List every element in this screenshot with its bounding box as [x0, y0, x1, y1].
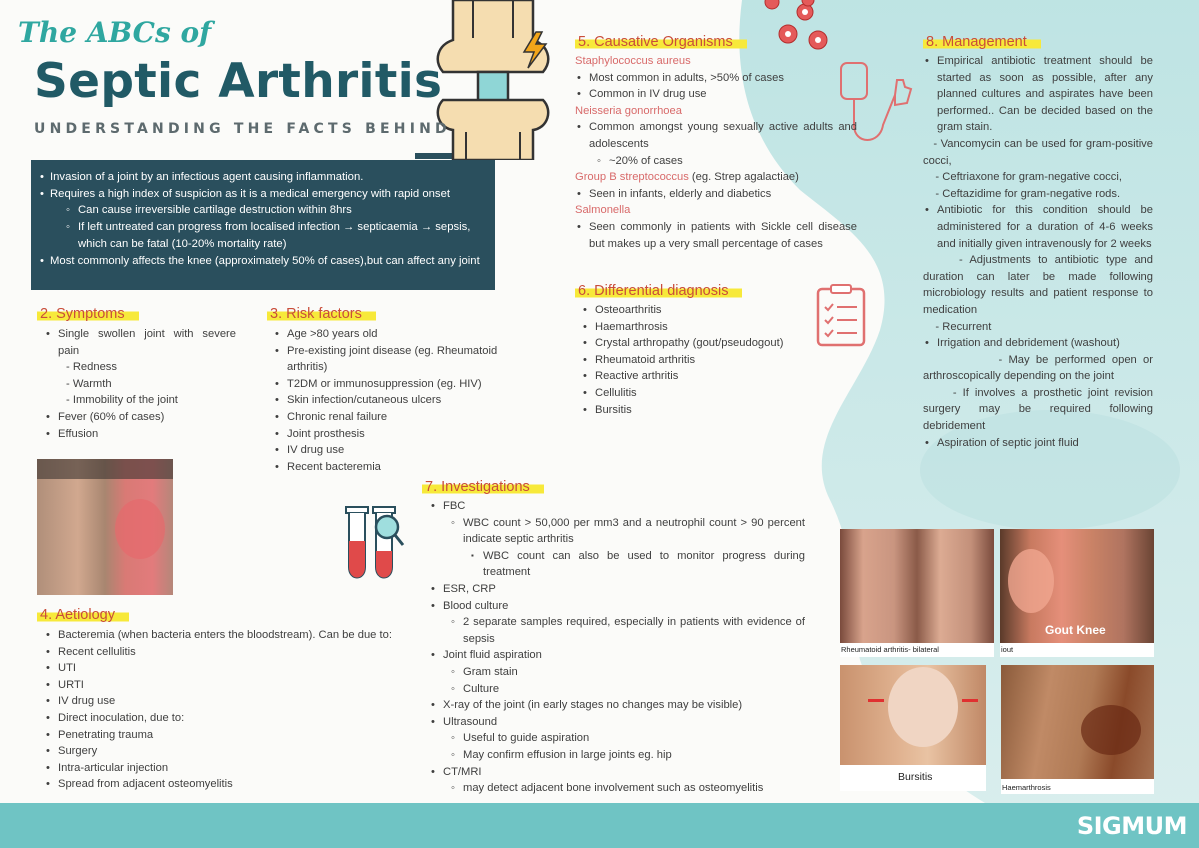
- intro-list: [38, 169, 483, 269]
- bursitis-caption: Bursitis: [898, 771, 933, 783]
- bacteria-icon: [760, 0, 840, 60]
- aetiology-item: • Recent cellulitis: [44, 644, 424, 661]
- risk-item: • IV drug use: [273, 442, 533, 459]
- rheumatoid-photo: [840, 529, 994, 657]
- symptoms-item: - Redness: [66, 361, 117, 374]
- risk-item: • Recent bacteremia: [273, 459, 533, 476]
- organisms-item: • Seen in infants, elderly and diabetics: [575, 186, 857, 203]
- symptoms-section: [44, 326, 236, 442]
- investigations-item: ◦ 2 separate samples required, especially in patients with evidence of sepsis: [429, 614, 805, 647]
- risk-item: • Joint prosthesis: [273, 426, 533, 443]
- intro-box: [31, 160, 495, 290]
- intro-item: • Invasion of a joint by an infectious agent causing inflammation.: [38, 169, 483, 186]
- differential-item: • Bursitis: [581, 402, 821, 419]
- management-item: - If involves a prosthetic joint revision surgery may be required following debridement: [923, 386, 1153, 433]
- page-title: Septic Arthritis: [34, 54, 443, 109]
- intro-item: ◦ Can cause irreversible cartilage destruction within 8hrs: [38, 202, 483, 219]
- aetiology-item: • Direct inoculation, due to:: [44, 710, 424, 727]
- management-item: - Ceftriaxone for gram-negative cocci,: [923, 171, 1122, 184]
- investigations-item: • Ultrasound: [429, 714, 805, 731]
- risk-factors-section: [273, 326, 533, 475]
- footer-bar: [0, 803, 1199, 848]
- sigmum-logo: SIGMUM: [1076, 812, 1187, 840]
- investigations-item: ◦ Gram stain: [429, 664, 805, 681]
- organisms-list: [575, 53, 857, 252]
- aetiology-item: • Intra-articular injection: [44, 760, 424, 777]
- organism-note: (eg. Strep agalactiae): [688, 171, 799, 184]
- differential-item: • Osteoarthritis: [581, 302, 821, 319]
- management-item: - Recurrent: [923, 320, 992, 333]
- differential-item: • Reactive arthritis: [581, 368, 821, 385]
- organism-name: Salmonella: [575, 204, 631, 217]
- risk-item: • T2DM or immunosuppression (eg. HIV): [273, 376, 533, 393]
- organisms-section: [575, 53, 857, 252]
- clipboard-icon: [815, 283, 870, 348]
- risk-item: • Chronic renal failure: [273, 409, 533, 426]
- aetiology-item: • Surgery: [44, 743, 424, 760]
- haemarthrosis-photo: [1001, 665, 1154, 794]
- aetiology-section: [44, 627, 424, 793]
- symptoms-item: • Effusion: [44, 426, 236, 443]
- symptoms-item: • Single swollen joint with severe pain: [44, 326, 236, 359]
- symptoms-item: - Immobility of the joint: [66, 394, 178, 407]
- investigations-item: • FBC: [429, 498, 805, 515]
- differential-section: [581, 302, 821, 418]
- organisms-item: • Seen commonly in patients with Sickle cell disease but makes up a very small percentage of cases: [575, 219, 857, 252]
- management-item: • Aspiration of septic joint fluid: [923, 435, 1153, 452]
- management-item: • Irrigation and debridement (washout): [923, 335, 1153, 352]
- investigations-item: ▪ WBC count can also be used to monitor progress during treatment: [429, 548, 805, 581]
- tagline: UNDERSTANDING THE FACTS BEHIND: [34, 121, 451, 137]
- management-item: • Empirical antibiotic treatment should be started as soon as possible, after any planned cultures and aspirates have been performed.. Can be decided based on the gram stain.: [923, 53, 1153, 136]
- organism-name: Neisseria gonorrhoea: [575, 104, 682, 117]
- risk-item: • Pre-existing joint disease (eg. Rheumatoid arthritis): [273, 343, 533, 376]
- organisms-heading: 5. Causative Organisms: [575, 34, 747, 50]
- differential-item: • Cellulitis: [581, 385, 821, 402]
- differential-heading: 6. Differential diagnosis: [575, 283, 742, 299]
- organisms-item: [575, 169, 857, 186]
- differential-item: • Haemarthrosis: [581, 319, 821, 336]
- differential-list: [581, 302, 821, 418]
- organisms-item: [575, 202, 857, 219]
- test-tube-icon: [343, 505, 405, 580]
- differential-item: • Rheumatoid arthritis: [581, 352, 821, 369]
- investigations-item: ◦ Useful to guide aspiration: [429, 730, 805, 747]
- organisms-item: • Common amongst young sexually active adults and adolescents: [575, 119, 857, 152]
- management-item: - Vancomycin can be used for gram-positive cocci,: [923, 137, 1153, 167]
- gout-caption: iout: [1001, 645, 1014, 654]
- investigations-item: • Joint fluid aspiration: [429, 647, 805, 664]
- subtitle: The ABCs of: [18, 16, 212, 49]
- aetiology-item: • Bacteremia (when bacteria enters the bloodstream). Can be due to:: [44, 627, 424, 644]
- investigations-item: • X-ray of the joint (in early stages no changes may be visible): [429, 697, 805, 714]
- aetiology-item: • Spread from adjacent osteomyelitis: [44, 776, 424, 793]
- investigations-heading: 7. Investigations: [422, 479, 544, 495]
- intro-item: • Requires a high index of suspicion as it is a medical emergency with rapid onset: [38, 186, 483, 203]
- organisms-item: [575, 53, 857, 70]
- management-item: - May be performed open or arthroscopically depending on the joint: [923, 353, 1153, 383]
- aetiology-item: • Penetrating trauma: [44, 727, 424, 744]
- management-item: • Antibiotic for this condition should be administered for a duration of 4-6 weeks and initially given intravenously for 2 weeks: [923, 202, 1153, 252]
- aetiology-list: [44, 627, 424, 793]
- haemarthrosis-caption: Haemarthrosis: [1002, 783, 1051, 792]
- symptoms-heading: 2. Symptoms: [37, 306, 139, 322]
- aetiology-item: • UTI: [44, 660, 424, 677]
- differential-item: • Crystal arthropathy (gout/pseudogout): [581, 335, 821, 352]
- aetiology-item: • IV drug use: [44, 693, 424, 710]
- rheumatoid-caption: Rheumatoid arthritis- bilateral: [841, 645, 939, 654]
- investigations-item: ◦ may detect adjacent bone involvement such as osteomyelitis: [429, 780, 805, 797]
- organisms-item: • Most common in adults, >50% of cases: [575, 70, 857, 87]
- organisms-item: • Common in IV drug use: [575, 86, 857, 103]
- symptoms-item: - Warmth: [66, 377, 112, 390]
- investigations-section: [429, 498, 805, 797]
- investigations-item: • ESR, CRP: [429, 581, 805, 598]
- aetiology-heading: 4. Aetiology: [37, 607, 129, 623]
- gout-knee-label: Gout Knee: [1045, 623, 1106, 637]
- bursitis-photo: [840, 665, 986, 791]
- intro-item: ◦ If left untreated can progress from localised infection → septicaemia → sepsis, which can be fatal (10-20% mortality rate): [38, 219, 483, 252]
- symptoms-item: • Fever (60% of cases): [44, 409, 236, 426]
- investigations-item: ◦ May confirm effusion in large joints eg. hip: [429, 747, 805, 764]
- investigations-item: ◦ Culture: [429, 681, 805, 698]
- management-item: - Ceftazidime for gram-negative rods.: [923, 187, 1121, 200]
- risk-factors-heading: 3. Risk factors: [267, 306, 376, 322]
- management-section: [923, 53, 1153, 451]
- risk-item: • Skin infection/cutaneous ulcers: [273, 392, 533, 409]
- gout-photo: [1000, 529, 1154, 657]
- symptoms-list: [44, 326, 236, 442]
- investigations-item: • Blood culture: [429, 598, 805, 615]
- organisms-item: ◦ ~20% of cases: [575, 153, 857, 170]
- intro-item: • Most commonly affects the knee (approximately 50% of cases),but can affect any joint: [38, 253, 483, 270]
- organism-name: Staphylococcus aureus: [575, 55, 691, 67]
- organism-name: Group B streptococcus: [575, 171, 689, 184]
- management-item: - Adjustments to antibiotic type and duration can later be made following microbiology results and patient response to medication: [923, 254, 1153, 316]
- knee-photo: [37, 459, 173, 595]
- management-heading: 8. Management: [923, 34, 1041, 50]
- investigations-item: • CT/MRI: [429, 764, 805, 781]
- investigations-item: ◦ WBC count > 50,000 per mm3 and a neutrophil count > 90 percent indicate septic arthritis: [429, 515, 805, 548]
- organisms-item: [575, 103, 857, 120]
- risk-factors-list: [273, 326, 533, 475]
- risk-item: • Age >80 years old: [273, 326, 533, 343]
- investigations-list: [429, 498, 805, 797]
- aetiology-item: • URTI: [44, 677, 424, 694]
- management-list: [923, 53, 1153, 451]
